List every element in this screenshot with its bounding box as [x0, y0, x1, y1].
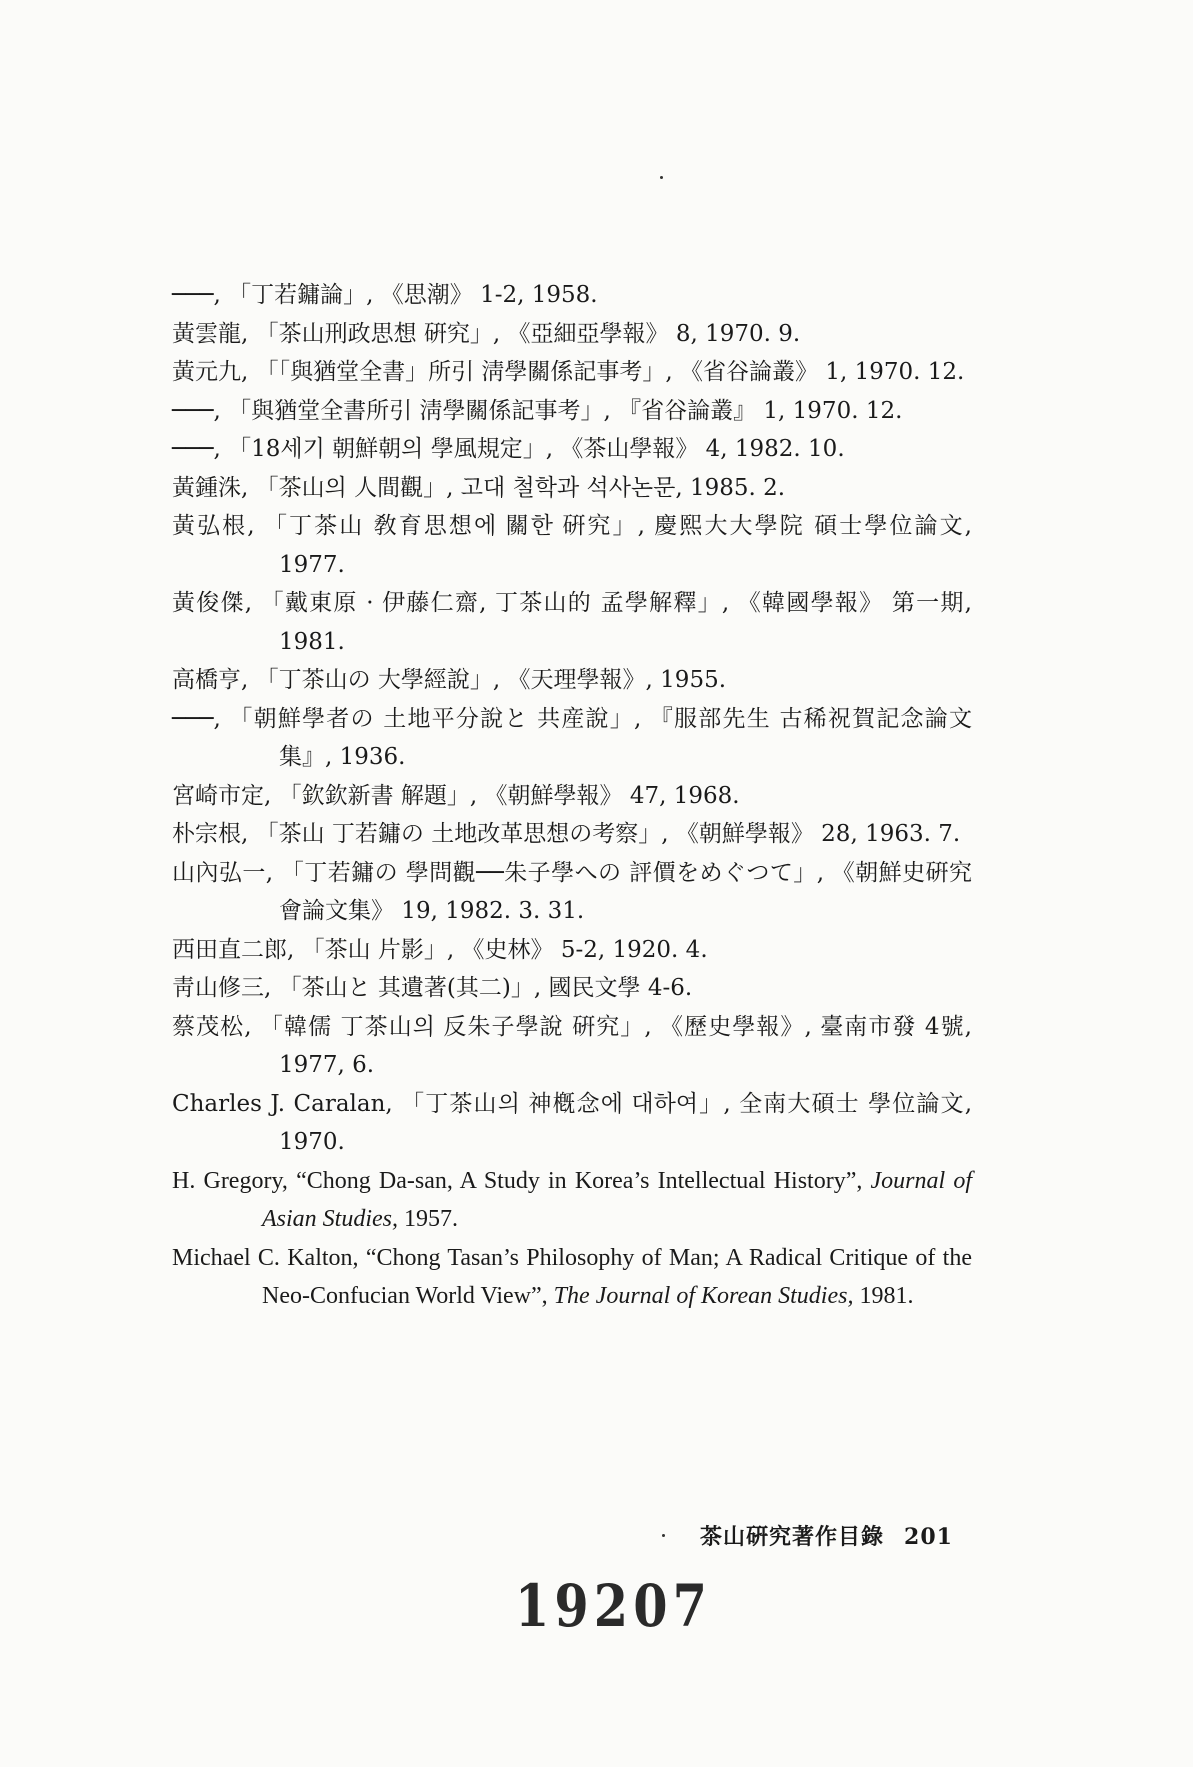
speck [662, 1534, 665, 1537]
bib-entry: ───, 「丁若鏞論」, 《思潮》 1-2, 1958. [172, 282, 598, 308]
bib-entry: ───, 「18세기 朝鮮朝의 學風規定」, 《茶山學報》 4, 1982. 10. [172, 436, 845, 462]
page-number: 201 [904, 1524, 953, 1550]
bib-author: Michael C. Kalton, [172, 1244, 366, 1271]
bib-title: “Chong Da-san, A Study in Korea’s Intellectual History”, [296, 1167, 871, 1194]
bib-journal: The Journal of Korean Studies, [553, 1283, 854, 1309]
bib-entry: 黃雲龍, 「茶山刑政思想 硏究」, 《亞細亞學報》 8, 1970. 9. [172, 320, 801, 347]
bib-author: H. Gregory, [172, 1167, 297, 1194]
bib-entry: 朴宗根, 「茶山 丁若鏞の 土地改革思想の考察」, 《朝鮮學報》 28, 1963. 7. [172, 821, 961, 847]
bib-entry-gregory [172, 1162, 972, 1239]
bib-entry: ───, 「朝鮮學者の 土地平分說と 共産說」, 『服部先生 古稀祝賀記念論文集』, 1936. [172, 705, 972, 770]
page-footer [700, 1520, 953, 1551]
bibliography-list [172, 276, 972, 1316]
bib-entry: Charles J. Caralan, 「丁茶山의 神槪念에 대하여」, 全南大碩士 學位論文, 1970. [172, 1090, 972, 1155]
accession-stamp: 19207 [515, 1572, 713, 1640]
bib-entry: 高橋亨, 「丁茶山の 大學經說」, 《天理學報》, 1955. [172, 667, 727, 693]
bib-year: 1957. [398, 1206, 458, 1232]
bib-year: 1981. [853, 1283, 914, 1309]
bib-entry: 西田直二郎, 「茶山 片影」, 《史林》 5-2, 1920. 4. [172, 936, 708, 963]
bib-entry: 黃俊傑, 「戴東原 · 伊藤仁齋, 丁茶山的 孟學解釋」, 《韓國學報》 第一期, 1981. [172, 590, 972, 655]
bib-entry: ───, 「與猶堂全書所引 淸學關係記事考」, 『省谷論叢』 1, 1970. 12. [172, 397, 903, 424]
bib-entry: 靑山修三, 「茶山と 其遺著(其二)」, 國民文學 4-6. [172, 975, 693, 1001]
bib-entry: 山內弘一, 「丁若鏞の 學問觀──朱子學への 評價をめぐつて」, 《朝鮮史硏究會論文集》 19, 1982. 3. 31. [172, 859, 972, 924]
bib-entry: 蔡茂松, 「韓儒 丁茶山의 反朱子學說 硏究」, 《歷史學報》, 臺南市發 4號, 1977, 6. [172, 1013, 972, 1078]
bib-entry: 黃鍾洙, 「茶山의 人間觀」, 고대 철학과 석사논문, 1985. 2. [172, 474, 786, 501]
bib-entry: 黃元九, 「「與猶堂全書」所引 淸學關係記事考」, 《省谷論叢》 1, 1970. 12. [172, 359, 965, 385]
running-title: 茶山硏究著作目錄 [700, 1524, 885, 1550]
bib-entry: 黃弘根, 「丁茶山 敎育思想에 關한 硏究」, 慶熙大大學院 碩士學位論文, 1977. [172, 513, 972, 578]
bib-entry: 宮崎市定, 「欽欽新書 解題」, 《朝鮮學報》 47, 1968. [172, 782, 740, 809]
bib-title: “Chong Tasan’s Philosophy of Man; A Radical Critique of the Neo-Confucian World View”, [262, 1244, 972, 1309]
bib-journal: Journal of Asian Studies, [262, 1167, 973, 1232]
bib-entry-kalton [172, 1239, 972, 1316]
speck [660, 176, 663, 179]
